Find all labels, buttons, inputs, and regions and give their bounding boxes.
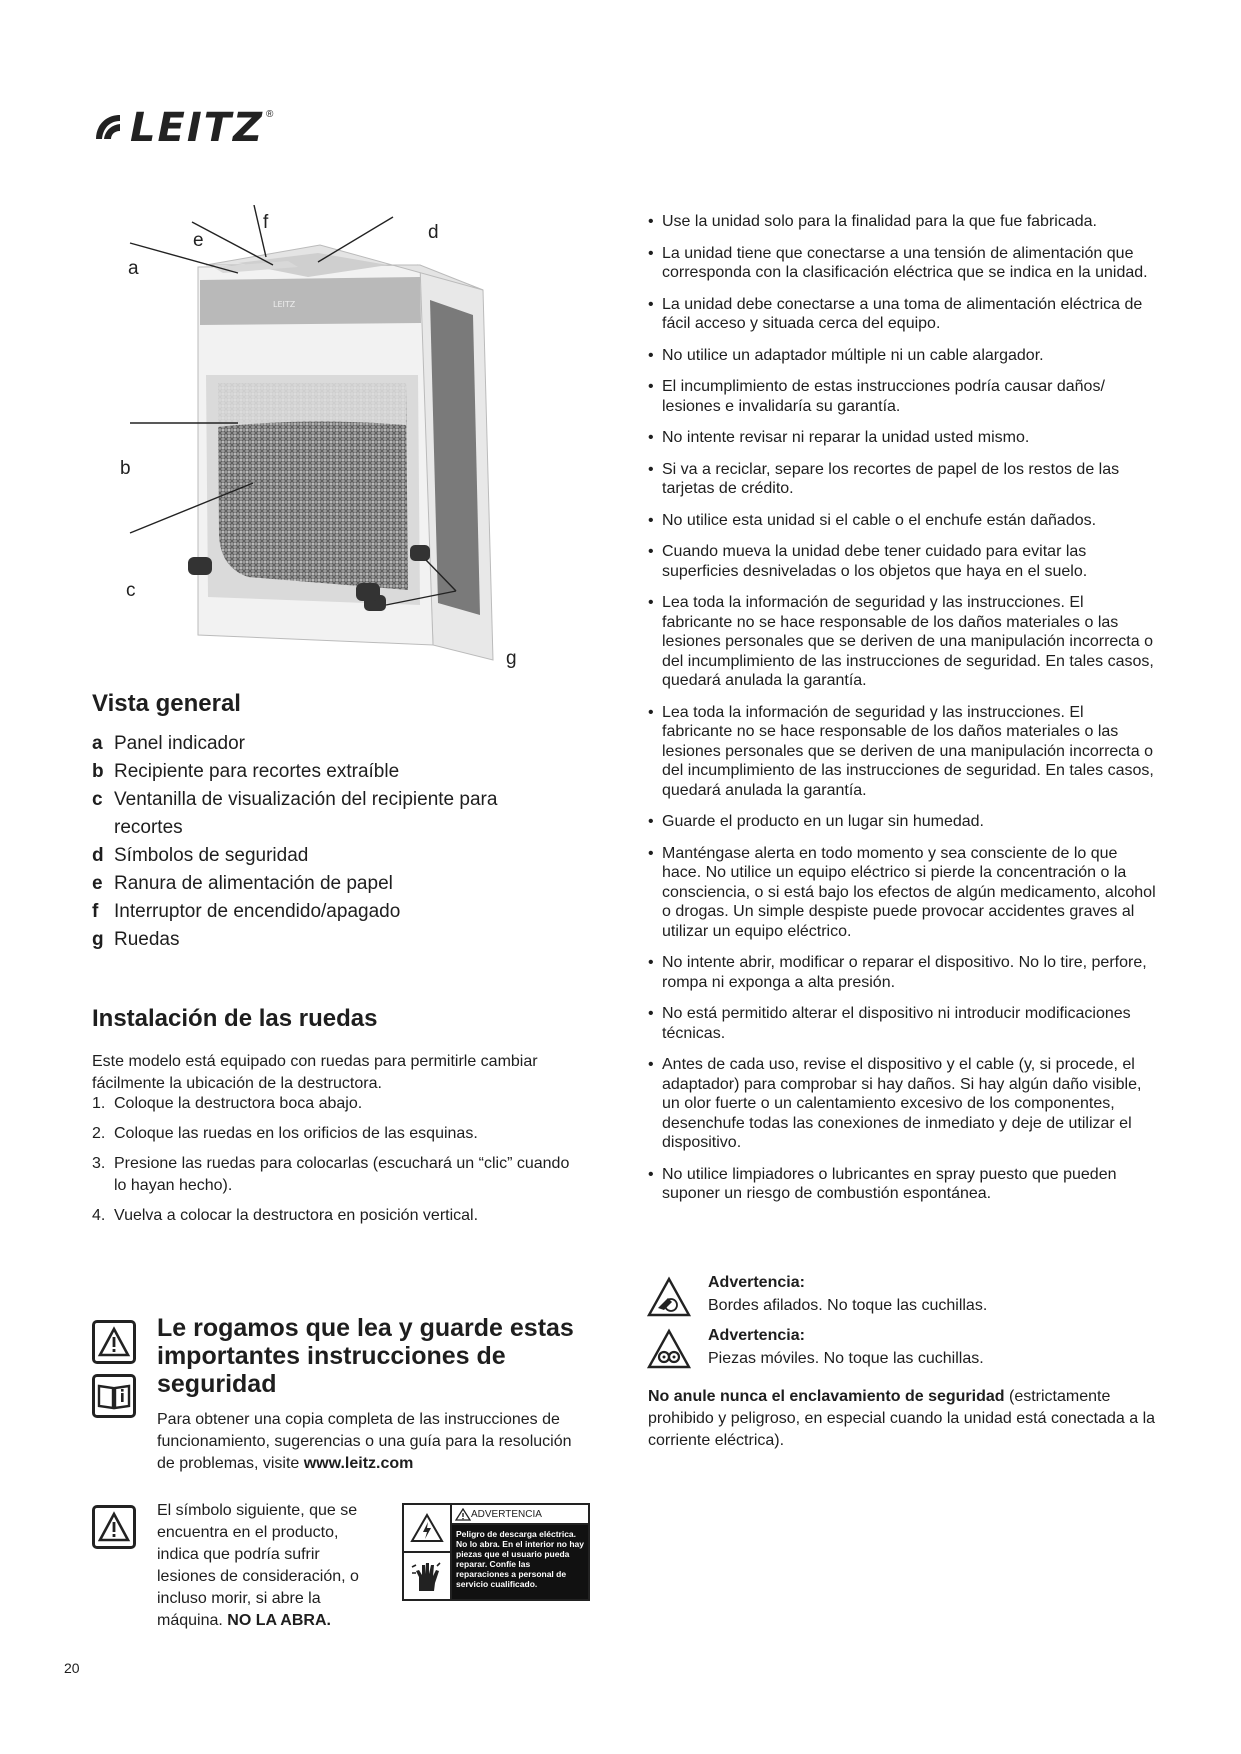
- list-item: [92, 926, 562, 954]
- safety-text-body: Para obtener una copia completa de las instrucciones de funcionamiento, sugerencias o una guía para la resolución de problemas, visite: [157, 1411, 572, 1472]
- leitz-url-link[interactable]: www.leitz.com: [303, 1455, 414, 1472]
- parts-list: [92, 730, 562, 954]
- list-item: • No utilice limpiadores o lubricantes en spray puesto que pueden suponer un riesgo de combustión espontánea.: [648, 1165, 1158, 1204]
- overview-title: Vista general: [92, 690, 241, 717]
- list-item: • Si va a reciclar, separe los recortes de papel de los restos de las tarjetas de crédito.: [648, 460, 1158, 499]
- bullet-text: Cuando mueva la unidad debe tener cuidado para evitar las superficies desniveladas o los objetos que haya en el suelo.: [662, 543, 1088, 580]
- wheels-steps: [92, 1093, 582, 1235]
- step-number: 4.: [92, 1207, 106, 1224]
- list-item: • No intente revisar ni reparar la unidad usted mismo.: [648, 428, 1158, 448]
- part-key: f: [92, 901, 99, 922]
- part-key: g: [92, 929, 104, 950]
- symbol-text-body: El símbolo siguiente, que se encuentra en el producto, indica que podría sufrir lesiones de consideración, o incluso morir, si abre la máquina.: [157, 1502, 359, 1629]
- wheels-title: Instalación de las ruedas: [92, 1005, 378, 1032]
- bullet-text: Lea toda la información de seguridad y las instrucciones. El fabricante no se hace responsable de los daños materiales o las lesiones personales que se deriven de una manipulación incorrecta o del incumplimiento de las instrucciones de seguridad. En tales casos, quedará anulada la garantía.: [662, 594, 1154, 689]
- bullet-text: Antes de cada uso, revise el dispositivo y el cable (y, si procede, el adaptador) para comprobar si hay daños. Si hay algún daño visible, un olor fuerte o un calentamiento excesivo de los componentes, desenchufe todas las conexiones de inmediato y deje de utilizar el dispositivo.: [662, 1056, 1142, 1151]
- list-item: • Manténgase alerta en todo momento y sea consciente de lo que hace. No utilice un equipo eléctrico si pierde la concentración o la consciencia, o si está bajo los efectos de algún medicamento, alcohol o drogas. Un simple despiste puede provocar accidentes graves al utilizar un equipo eléctrico.: [648, 844, 1158, 942]
- logo-registered: ®: [265, 108, 274, 120]
- callout-f: f: [263, 212, 269, 233]
- list-item: • Cuando mueva la unidad debe tener cuidado para evitar las superficies desniveladas o los objetos que haya en el suelo.: [648, 542, 1158, 581]
- list-item: [92, 758, 562, 786]
- bullet-text: Manténgase alerta en todo momento y sea consciente de lo que hace. No utilice un equipo eléctrico si pierde la concentración o la consciencia, o si está bajo los efectos de algún medicamento, alcohol o drogas. Un simple despiste puede provocar accidentes graves al utilizar un equipo eléctrico.: [662, 844, 1156, 940]
- list-item: [92, 898, 562, 926]
- sharp-blades-warning-icon: [646, 1276, 692, 1323]
- label-body-text: Peligro de descarga eléctrica. No lo abra. En el interior no hay piezas que el usuario pueda reparar. Confíe las reparaciones a personal de servicio cualificado.: [452, 1525, 588, 1599]
- list-item: [92, 1123, 582, 1145]
- safety-text: [157, 1409, 587, 1475]
- step-text: Coloque las ruedas en los orificios de las esquinas.: [114, 1125, 478, 1142]
- warning-triangle-icon: [92, 1505, 136, 1549]
- bullet-text: No intente revisar ni reparar la unidad usted mismo.: [662, 429, 1030, 446]
- logo-wordmark: LEITZ: [130, 105, 264, 151]
- part-label: Ventanilla de visualización del recipiente para recortes: [114, 789, 498, 838]
- step-number: 1.: [92, 1095, 106, 1112]
- part-label: Ruedas: [114, 929, 180, 950]
- list-item: • Use la unidad solo para la finalidad para la que fue fabricada.: [648, 212, 1158, 232]
- warning-title: Advertencia:: [708, 1327, 805, 1344]
- bullet-text: La unidad tiene que conectarse a una tensión de alimentación que corresponda con la clasificación eléctrica que se indica en la unidad.: [662, 244, 1148, 281]
- part-key: c: [92, 789, 103, 810]
- part-label: Ranura de alimentación de papel: [114, 873, 393, 894]
- part-key: a: [92, 733, 103, 754]
- label-header: [452, 1505, 588, 1525]
- list-item: [92, 1205, 582, 1227]
- callout-g: g: [506, 648, 517, 669]
- interlock-notice: [648, 1386, 1158, 1452]
- bullet-text: No intente abrir, modificar o reparar el dispositivo. No lo tire, perfore, rompa ni exponga a alta presión.: [662, 954, 1147, 991]
- svg-text:LEITZ: LEITZ: [273, 300, 296, 309]
- warning-triangle-icon: [455, 1508, 471, 1521]
- list-item: • La unidad debe conectarse a una toma de alimentación eléctrica de fácil acceso y situada cerca del equipo.: [648, 295, 1158, 334]
- step-text: Coloque la destructora boca abajo.: [114, 1095, 363, 1112]
- shredder-drawing: [88, 205, 568, 695]
- list-item: [92, 870, 562, 898]
- bullet-text: No utilice esta unidad si el cable o el enchufe están dañados.: [662, 511, 1097, 529]
- list-item: • Antes de cada uso, revise el dispositivo y el cable (y, si procede, el adaptador) para comprobar si hay daños. Si hay algún daño visible, un olor fuerte o un calentamiento excesivo de los componentes, desenchufe todas las conexiones de inmediato y deje de utilizar el dispositivo.: [648, 1055, 1158, 1153]
- safety-bullet-list: [648, 212, 1158, 1216]
- shredder-illustration: [88, 205, 568, 695]
- moving-parts-warning-icon: [646, 1328, 692, 1375]
- bullet-text: La unidad debe conectarse a una toma de alimentación eléctrica de fácil acceso y situada cerca del equipo.: [662, 295, 1143, 332]
- list-item: [92, 1153, 582, 1197]
- symbol-text-emphasis: NO LA ABRA.: [227, 1612, 331, 1629]
- warning-text: Piezas móviles. No toque las cuchillas.: [708, 1350, 984, 1367]
- step-text: Presione las ruedas para colocarlas (escuchará un “clic” cuando lo hayan hecho).: [114, 1155, 570, 1194]
- part-label: Recipiente para recortes extraíble: [114, 761, 400, 782]
- bullet-text: Si va a reciclar, separe los recortes de papel de los restos de las tarjetas de crédito.: [662, 460, 1120, 497]
- interlock-text: (estrictamente prohibido y peligroso, en especial cuando la unidad está conectada a la corriente eléctrica).: [648, 1388, 1156, 1449]
- warning-title: Advertencia:: [708, 1274, 805, 1291]
- list-item: [92, 842, 562, 870]
- list-item: [92, 730, 562, 758]
- list-item: • La unidad tiene que conectarse a una tensión de alimentación que corresponda con la clasificación eléctrica que se indica en la unidad.: [648, 244, 1158, 283]
- electric-shock-warning-label: [402, 1503, 590, 1601]
- callout-e: e: [193, 230, 204, 251]
- bullet-text: El incumplimiento de estas instrucciones podría causar daños/ lesiones e invalidaría su garantía.: [662, 378, 1105, 415]
- list-item: [92, 786, 562, 842]
- callout-d: d: [428, 222, 439, 243]
- list-item: • No intente abrir, modificar o reparar el dispositivo. No lo tire, perfore, rompa ni exponga a alta presión.: [648, 953, 1158, 992]
- safety-title: Le rogamos que lea y guarde estas importantes instrucciones de seguridad: [157, 1314, 574, 1398]
- bullet-text: No utilice un adaptador múltiple ni un cable alargador.: [662, 346, 1044, 364]
- bullet-text: Use la unidad solo para la finalidad para la que fue fabricada.: [662, 213, 1097, 230]
- leitz-logo: [92, 106, 277, 150]
- leitz-logo-icon: [92, 111, 124, 145]
- bullet-text: Guarde el producto en un lugar sin humedad.: [662, 813, 984, 830]
- electric-shock-icon: [404, 1505, 450, 1553]
- bullet-text: Lea toda la información de seguridad y las instrucciones. El fabricante no se hace responsable de los daños materiales o las lesiones personales que se deriven de una manipulación incorrecta o del incumplimiento de las instrucciones de seguridad. En tales casos, quedará anulada la garantía.: [662, 703, 1154, 799]
- callout-a: a: [128, 258, 139, 279]
- manual-icon: [92, 1374, 136, 1418]
- step-number: 3.: [92, 1155, 106, 1172]
- list-item: • Lea toda la información de seguridad y las instrucciones. El fabricante no se hace responsable de los daños materiales o las lesiones personales que se deriven de una manipulación incorrecta o del incumplimiento de las instrucciones de seguridad. En tales casos, quedará anulada la garantía.: [648, 703, 1158, 801]
- list-item: • No utilice un adaptador múltiple ni un cable alargador.: [648, 346, 1158, 366]
- wheels-intro: Este modelo está equipado con ruedas para permitirle cambiar fácilmente la ubicación de la destructora.: [92, 1053, 538, 1092]
- warning-text: Bordes afilados. No toque las cuchillas.: [708, 1297, 988, 1314]
- list-item: • Lea toda la información de seguridad y las instrucciones. El fabricante no se hace responsable de los daños materiales o las lesiones personales que se deriven de una manipulación incorrecta o del incumplimiento de las instrucciones de seguridad. En tales casos, quedará anulada la garantía.: [648, 593, 1158, 691]
- interlock-emphasis: No anule nunca el enclavamiento de seguridad: [648, 1388, 1005, 1405]
- list-item: [92, 1093, 582, 1115]
- part-label: Símbolos de seguridad: [114, 845, 309, 866]
- list-item: • No utilice esta unidad si el cable o el enchufe están dañados.: [648, 511, 1158, 531]
- warning-triangle-icon: [92, 1320, 136, 1364]
- step-number: 2.: [92, 1125, 106, 1142]
- step-text: Vuelva a colocar la destructora en posición vertical.: [114, 1207, 479, 1224]
- bullet-text: No utilice limpiadores o lubricantes en spray puesto que pueden suponer un riesgo de combustión espontánea.: [662, 1165, 1117, 1202]
- part-label: Interruptor de encendido/apagado: [114, 901, 401, 922]
- symbol-text: [157, 1500, 377, 1632]
- part-key: d: [92, 845, 104, 866]
- hand-hazard-icon: [404, 1553, 450, 1599]
- list-item: • No está permitido alterar el dispositivo ni introducir modificaciones técnicas.: [648, 1004, 1158, 1043]
- list-item: • El incumplimiento de estas instrucciones podría causar daños/ lesiones e invalidaría su garantía.: [648, 377, 1158, 416]
- callout-b: b: [120, 458, 131, 479]
- list-item: • Guarde el producto en un lugar sin humedad.: [648, 812, 1158, 832]
- part-key: e: [92, 873, 103, 894]
- bullet-text: No está permitido alterar el dispositivo ni introducir modificaciones técnicas.: [662, 1005, 1131, 1042]
- part-label: Panel indicador: [114, 733, 245, 754]
- part-key: b: [92, 761, 104, 782]
- callout-c: c: [126, 580, 136, 601]
- page-number: 20: [64, 1660, 80, 1676]
- label-header-text: ADVERTENCIA: [471, 1508, 542, 1520]
